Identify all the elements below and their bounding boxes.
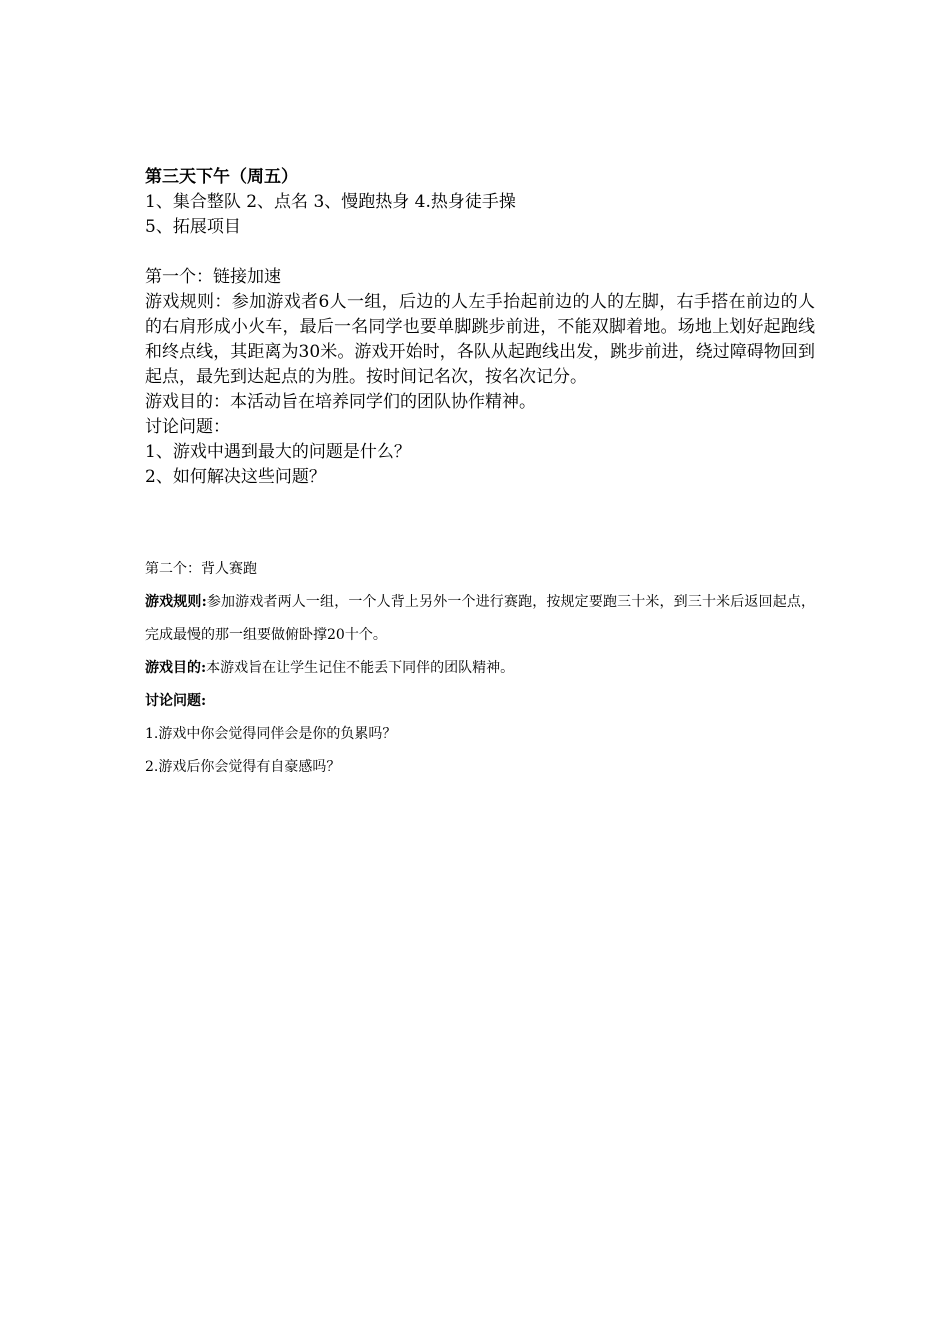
day-title: 第三天下午（周五） bbox=[145, 167, 298, 187]
game1-rules: 游戏规则：参加游戏者6人一组，后边的人左手抬起前边的人的左脚，右手搭在前边的人的右肩形成小火车，最后一名同学也要单脚跳步前进，不能双脚着地。场地上划好起跑线和终点线，其距离为30米。游戏开始时，各队从起跑线出发，跳步前进，绕过障碍物回到起点，最先到达起点的为胜。按时间记名次，按名次记分。 bbox=[145, 292, 815, 387]
game2-heading: 第二个：背人赛跑 bbox=[145, 561, 257, 577]
game1-question-1: 1、游戏中遇到最大的问题是什么？ bbox=[145, 442, 411, 462]
game2-rules bbox=[145, 586, 815, 652]
game2-rules-label: 游戏规则: bbox=[145, 594, 207, 610]
game2-question-1: 1.游戏中你会觉得同伴会是你的负累吗？ bbox=[145, 726, 397, 742]
section-day3 bbox=[145, 165, 815, 490]
game1-purpose: 游戏目的：本活动旨在培养同学们的团队协作精神。 bbox=[145, 392, 536, 412]
document-page bbox=[145, 165, 815, 775]
game1-discussion-label: 讨论问题： bbox=[145, 417, 230, 437]
game1-question-2: 2、如何解决这些问题？ bbox=[145, 467, 326, 487]
game2-purpose-label: 游戏目的: bbox=[145, 660, 207, 676]
game2-purpose-text: 本游戏旨在让学生记住不能丢下同伴的团队精神。 bbox=[206, 660, 515, 676]
game2-question-2: 2.游戏后你会觉得有自豪感吗？ bbox=[145, 759, 341, 775]
section-game2 bbox=[145, 553, 815, 784]
game2-discussion-label: 讨论问题: bbox=[145, 693, 207, 709]
schedule-line-2: 5、拓展项目 bbox=[145, 217, 241, 237]
game2-purpose bbox=[145, 652, 815, 685]
game1-heading: 第一个：链接加速 bbox=[145, 267, 281, 287]
blank-line bbox=[145, 240, 815, 265]
schedule-line-1: 1、集合整队 2、点名 3、慢跑热身 4.热身徒手操 bbox=[145, 192, 516, 212]
game2-rules-text: 参加游戏者两人一组，一个人背上另外一个进行赛跑，按规定要跑三十米，到三十米后返回起点，完成最慢的那一组要做俯卧撑20十个。 bbox=[145, 594, 815, 643]
